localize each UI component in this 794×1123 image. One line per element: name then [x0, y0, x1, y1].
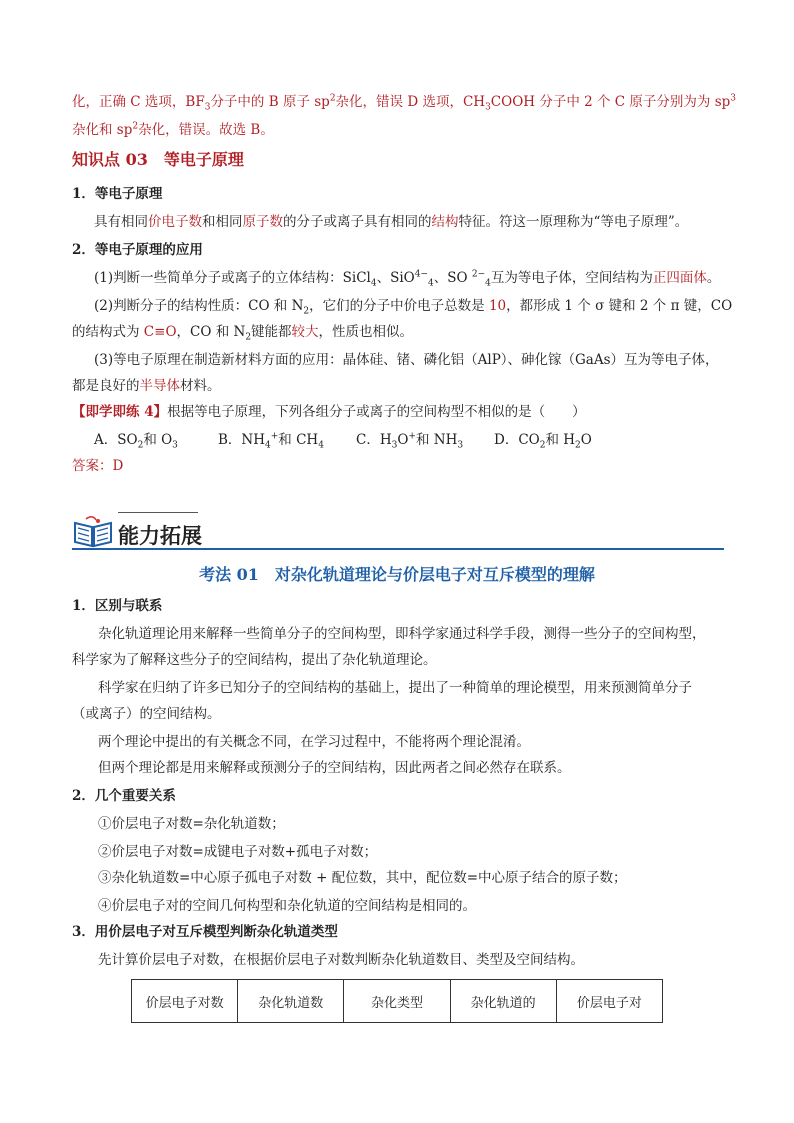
table-header-cell: 价层电子对	[556, 980, 662, 1023]
text: 、SO	[433, 270, 472, 286]
text: 材料。	[180, 378, 221, 394]
intro-line-1	[72, 92, 736, 112]
text: COOH 分子中 2 个 C 原子分别为为 sp	[490, 94, 731, 110]
keyword: 原子数	[242, 214, 283, 230]
subscript: 2	[245, 332, 252, 343]
heading-vsepr: 3．用价层电子对互斥模型判断杂化轨道类型	[72, 924, 338, 940]
relation-4: ④价层电子对的空间几何构型和杂化轨道的空间结构是相同的。	[98, 898, 476, 914]
paragraph-2a: 科学家在归纳了许多已知分子的空间结构的基础上，提出了一种简单的理论模型，用来预测简单分子	[98, 680, 692, 696]
heading-applications: 2．等电子原理的应用	[72, 242, 203, 258]
relation-2: ②价层电子对数=成键电子对数+孤电子对数；	[98, 844, 378, 860]
superscript: 2−	[471, 269, 486, 280]
text: (2)判断分子的结构性质：CO 和 N	[94, 298, 304, 314]
text: 特征。符这一原理称为“等电子原理”。	[458, 214, 689, 230]
paragraph-3: 两个理论中提出的有关概念不同，在学习过程中，不能将两个理论混淆。	[98, 734, 530, 750]
table-header-row	[132, 980, 663, 1023]
text: ，CO 和 N	[176, 324, 246, 340]
heading-relations: 2．几个重要关系	[72, 788, 176, 804]
keyword: 10	[488, 298, 507, 314]
banner-top-rule	[118, 512, 198, 513]
hybridization-table	[131, 979, 663, 1023]
text: 杂化，错误。故选 B。	[138, 122, 274, 138]
table-header-cell: 价层电子对数	[132, 980, 238, 1023]
keyword: 半导体	[139, 378, 180, 394]
subscript: 4	[370, 278, 377, 289]
paragraph-1a: 杂化轨道理论用来解释一些简单分子的空间构型，即科学家通过科学手段，测得一些分子的空间构型，	[98, 626, 706, 642]
keyword: 结构	[431, 214, 459, 230]
answer: 答案：D	[72, 458, 124, 474]
superscript: 3	[730, 93, 737, 104]
subscript: 4	[485, 278, 491, 289]
method-title: 考法 01 对杂化轨道理论与价层电子对互斥模型的理解	[199, 565, 595, 584]
option-a: A．$SO_2$和 $O_3$	[94, 432, 178, 451]
question-text: 根据等电子原理，下列各组分子或离子的空间构型不相似的是（ ）	[167, 404, 586, 420]
superscript: 4−	[414, 269, 428, 280]
option-c: C．$H_3O^+$和 $NH_3$	[356, 431, 464, 451]
subscript: 3	[485, 102, 491, 113]
paragraph-principle	[94, 212, 688, 232]
text: 。	[706, 270, 721, 286]
exercise-question	[72, 402, 586, 422]
open-book-icon	[72, 515, 114, 549]
intro-line-2	[72, 120, 274, 140]
subscript: 3	[204, 102, 211, 113]
text: 杂化和 sp	[72, 122, 133, 138]
table-header-cell: 杂化类型	[344, 980, 450, 1023]
table-header-cell: 杂化轨道数	[238, 980, 344, 1023]
keyword: 价电子数	[148, 214, 202, 230]
banner-title: 能力拓展	[118, 524, 202, 548]
subscript: 4	[428, 278, 434, 289]
text: 和相同	[202, 214, 243, 230]
option-b: B．$NH_4^+$和 $CH_4$	[218, 431, 324, 451]
text: ，都形成 1 个 σ 键和 2 个 π 键，CO	[506, 298, 733, 314]
text: 分子中的 B 原子 sp	[210, 94, 330, 110]
application-item-3-cont	[72, 376, 221, 396]
text: 、SiO	[376, 270, 415, 286]
text: 杂化，错误 D 选项，CH	[335, 94, 486, 110]
application-item-1	[94, 268, 720, 288]
application-item-2	[94, 296, 732, 316]
text: 化，正确 C 选项，BF	[72, 94, 205, 110]
keyword: 正四面体	[652, 270, 707, 286]
banner-rule	[72, 548, 724, 550]
relation-1: ①价层电子对数=杂化轨道数；	[98, 816, 285, 832]
text: ，它们的分子中价电子总数是	[309, 298, 489, 314]
exercise-tag: 【即学即练 4】	[72, 404, 168, 420]
relation-3: ③杂化轨道数=中心原子孤电子对数 + 配位数，其中，配位数=中心原子结合的原子数；	[98, 870, 627, 886]
text: 键能都	[251, 324, 292, 340]
application-item-3: (3)等电子原理在制造新材料方面的应用：晶体硅、锗、磷化铝（AlP）、砷化镓（GaAs）互为等电子体，	[94, 352, 719, 368]
superscript: 2	[132, 121, 139, 132]
paragraph-1b: 科学家为了解释这些分子的空间结构，提出了杂化轨道理论。	[72, 652, 437, 668]
subscript: 2	[303, 306, 310, 317]
text: 的分子或离子具有相同的	[283, 214, 432, 230]
text: 互为等电子体，空间结构为	[490, 270, 653, 286]
superscript: 2	[329, 93, 336, 104]
text: (1)判断一些简单分子或离子的立体结构：SiCl	[94, 270, 371, 286]
heading-equal-electron-principle: 1．等电子原理	[72, 186, 163, 202]
text: 的结构式为	[72, 324, 144, 340]
heading-difference: 1．区别与联系	[72, 598, 163, 614]
table-header-cell: 杂化轨道的	[450, 980, 556, 1023]
text: ，性质也相似。	[318, 324, 414, 340]
text: 都是良好的	[72, 378, 140, 394]
application-item-2-cont	[72, 322, 413, 342]
keyword: C≡O	[143, 324, 177, 340]
keyword: 较大	[291, 324, 319, 340]
paragraph-4: 但两个理论都是用来解释或预测分子的空间结构，因此两者之间必然存在联系。	[98, 760, 571, 776]
knowledge-point-title: 知识点 03 等电子原理	[72, 150, 244, 169]
paragraph-5: 先计算价层电子对数，在根据价层电子对数判断杂化轨道数目、类型及空间结构。	[98, 952, 584, 968]
option-d: D．$CO_2$和 $H_2O$	[494, 432, 592, 451]
text: 具有相同	[94, 214, 148, 230]
paragraph-2b: （或离子）的空间结构。	[72, 706, 221, 722]
